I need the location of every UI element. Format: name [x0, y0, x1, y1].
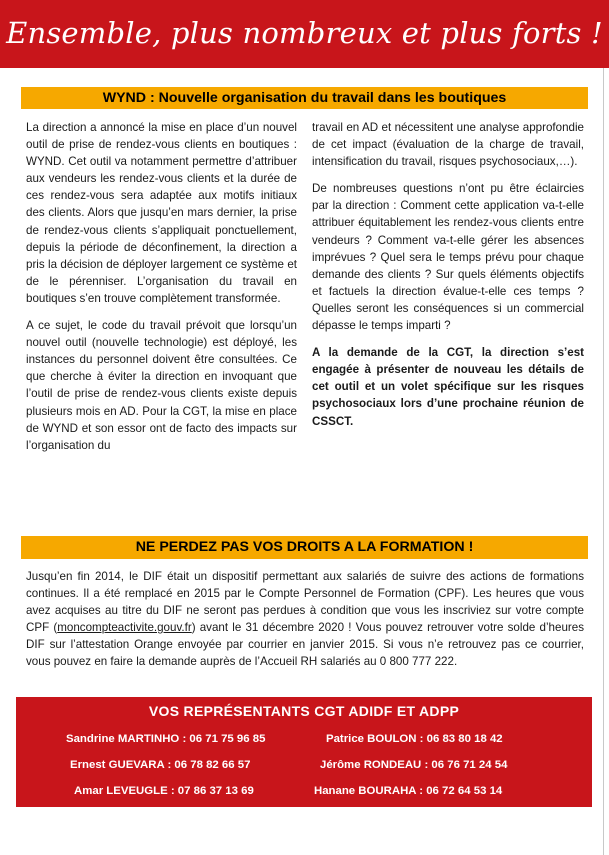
representative-contact: Patrice BOULON : 06 83 80 18 42	[326, 733, 503, 745]
formation-text-end: ) avant le 31 décembre 2020 ! Vous pouvez retrouver votre solde d’heures DIF sur l’attestation Orange envoyée par courrier en janvier 2015. Si vous n’e retrouvez pas ce courrier, vous pouvez en faire la demande auprès de l’Accueil RH salariés au 0 800 777 222.	[26, 621, 585, 668]
section-title-wynd: WYND : Nouvelle organisation du travail dans les boutiques	[21, 87, 588, 109]
representative-contact: Sandrine MARTINHO : 06 71 75 96 85	[66, 733, 266, 745]
cpf-link[interactable]: moncompteactivite.gouv.fr	[57, 621, 192, 634]
paragraph: De nombreuses questions n’ont pu être éclaircies par la direction : Comment cette application va-t-elle attribuer équitablement les rendez-vous clients entre vendeurs ? Comment va-t-elle gérer les absences imprévues ? Quel sera le temps prévu pour chaque demande des clients ? Sur quels éléments objectifs et factuels la direction évalue-t-elle ces temps ? Quelles seront les conséquences si un commercial dépasse le temps imparti ?	[312, 182, 584, 333]
representative-contact: Amar LEVEUGLE : 07 86 37 13 69	[74, 785, 254, 797]
paragraph: travail en AD et nécessitent une analyse approfondie de cet impact (évaluation de la charge de travail, intensification du travail, risques psychosociaux,…).	[312, 121, 584, 169]
paragraph: A ce sujet, le code du travail prévoit que lorsqu’un nouvel outil (nouvelle technologie) est déployé, les instances du personnel doivent être consultées. Ce que cherche à éviter la direction en invoquant que l’outil de prise de rendez-vous clients existe depuis plusieurs mois en AD. Pour la CGT, la mise en place de WYND et son essor ont de facto des impacts sur l’organisation du	[26, 319, 297, 452]
header-banner	[0, 0, 609, 68]
representatives-box	[16, 697, 592, 807]
representative-contact: Hanane BOURAHA : 06 72 64 53 14	[314, 785, 503, 797]
section-title-formation: NE PERDEZ PAS VOS DROITS A LA FORMATION !	[21, 536, 588, 559]
cgt-demand-paragraph: A la demande de la CGT, la direction s’est engagée à présenter de nouveau les détails de cet outil et un volet spécifique sur les risques psychosociaux lors d’une prochaine réunion de CSSCT.	[312, 346, 584, 428]
right-column	[312, 119, 584, 440]
left-column	[26, 119, 297, 464]
paragraph: La direction a annoncé la mise en place d’un nouvel outil de prise de rendez-vous clients en boutiques : WYND. Cet outil va notamment permettre d’attribuer aux vendeurs les rendez-vous clients et la durée de ces rendez-vous sera adaptée aux motifs initiaux des clients. Alors que jusqu’en mars dernier, la prise de rendez-vous clients s’appliquait ponctuellement, depuis la période de déconfinement, la direction a pris la décision de déployer largement ce système et de le pérenniser. L’organisation du travail en boutiques s’en trouve complètement transformée.	[26, 121, 297, 305]
header-title: Ensemble, plus nombreux et plus forts !	[6, 16, 603, 50]
page-edge-divider	[603, 68, 604, 855]
representative-contact: Jérôme RONDEAU : 06 76 71 24 54	[320, 759, 508, 771]
formation-paragraph	[26, 568, 584, 670]
representative-contact: Ernest GUEVARA : 06 78 82 66 57	[70, 759, 251, 771]
representatives-title: VOS REPRÉSENTANTS CGT ADIDF ET ADPP	[148, 703, 460, 719]
formation-text-start: Jusqu’en fin 2014, le DIF était un dispositif permettant aux salariés de suivre des actions de formations continues. Il a été remplacé en 2015 par le Compte Personnel de Formation (CPF). Les heures que vous avez acquises au titre du DIF ne seront pas perdues à condition que vous les inscriviez sur votre compte CPF (	[26, 570, 584, 634]
